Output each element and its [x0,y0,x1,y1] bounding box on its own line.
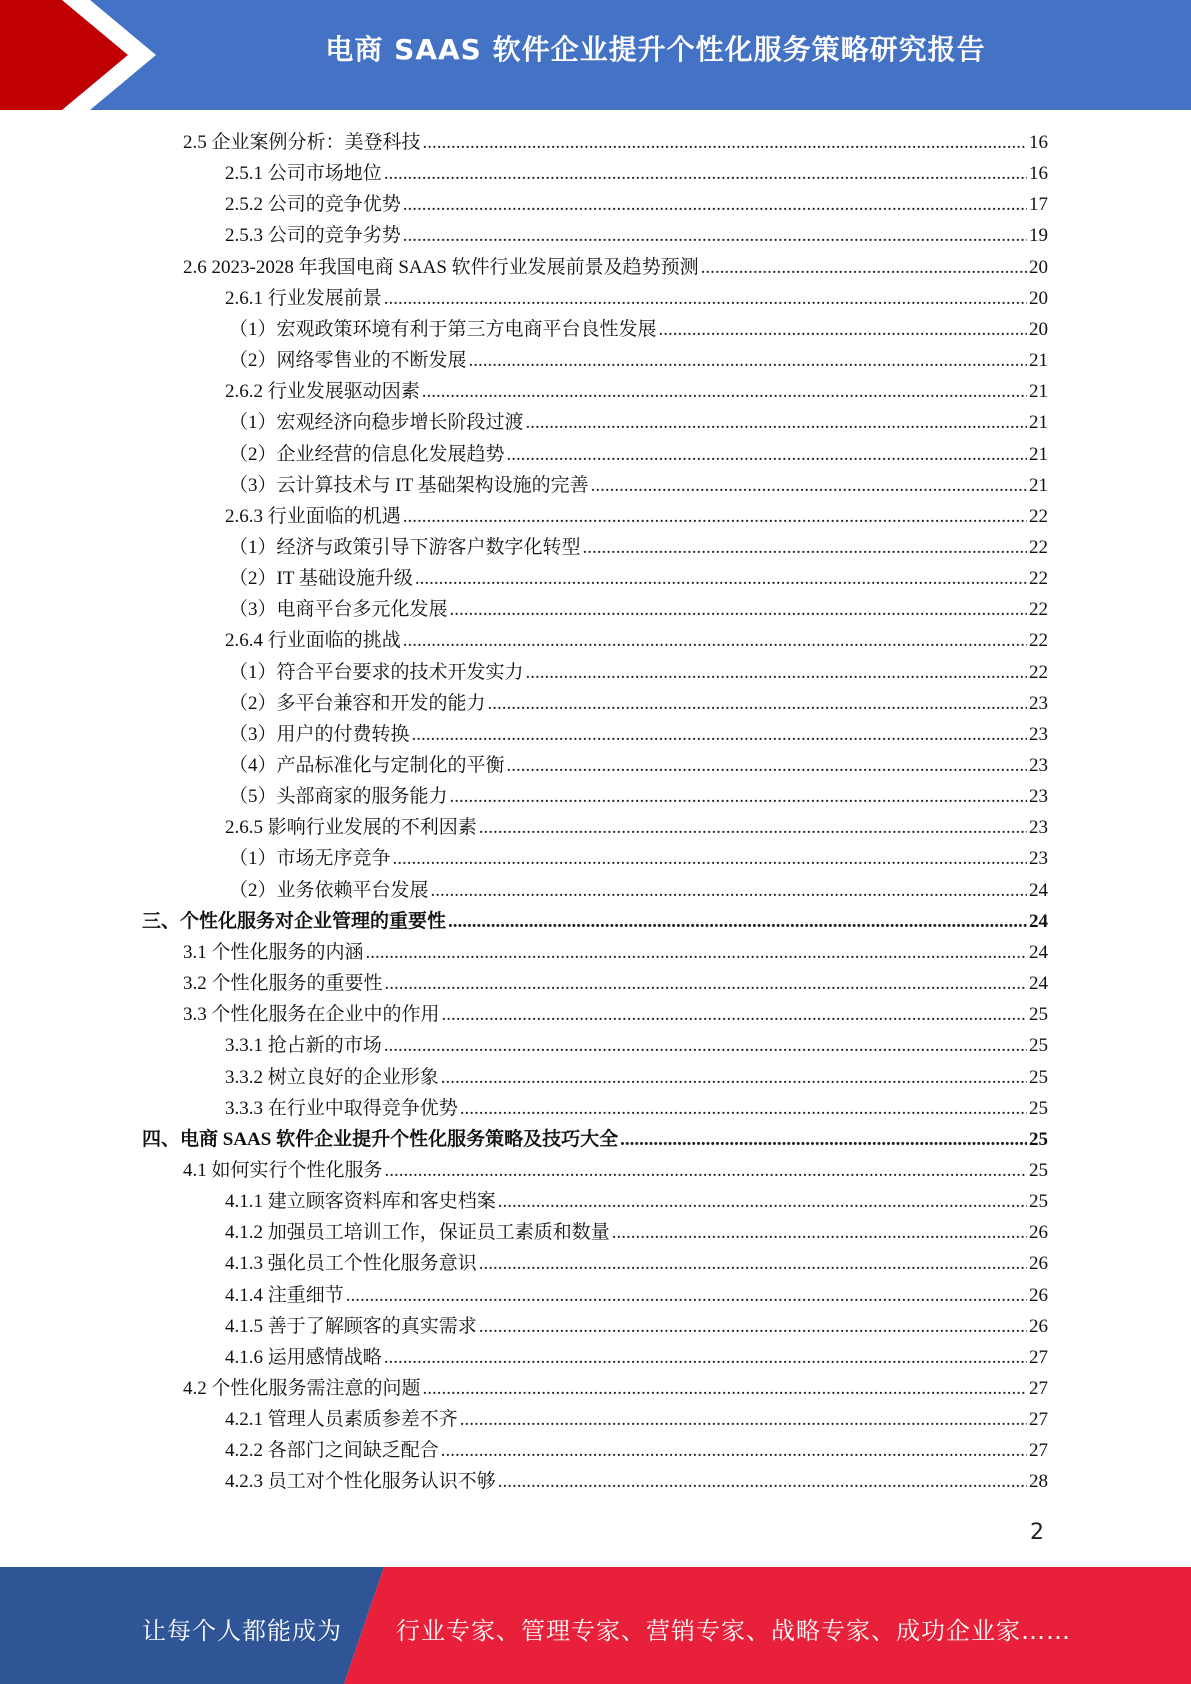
toc-leader-dots [448,906,1027,937]
toc-entry-page: 22 [1029,599,1048,621]
toc-entry-page: 21 [1029,381,1048,403]
toc-leader-dots [612,1217,1027,1248]
toc-entry[interactable] [225,1093,1048,1124]
toc-entry-label: 四、电商 SAAS 软件企业提升个性化服务策略及技巧大全 [142,1128,619,1150]
toc-entry-label: （3）云计算技术与 IT 基础架构设施的完善 [229,474,589,496]
toc-entry-page: 25 [1029,1128,1048,1150]
page-header-title: 电商 SAAS 软件企业提升个性化服务策略研究报告 [325,33,986,66]
toc-leader-dots [441,1435,1027,1466]
toc-leader-dots [450,781,1027,812]
toc-leader-dots [659,314,1027,345]
toc-entry-label: 2.6 2023-2028 年我国电商 SAAS 软件行业发展前景及趋势预测 [183,256,699,278]
toc-entry-page: 22 [1029,630,1048,652]
toc-entry-label: 2.5.1 公司市场地位 [225,163,382,185]
toc-entry-label: （5）头部商家的服务能力 [229,786,448,808]
toc-entry-label: 4.1 如何实行个性化服务 [183,1159,383,1181]
toc-entry-label: 4.2.1 管理人员素质参差不齐 [225,1409,458,1431]
toc-entry-page: 26 [1029,1315,1048,1337]
toc-leader-dots [384,158,1027,189]
toc-entry-page: 25 [1029,1004,1048,1026]
toc-entry-page: 24 [1029,910,1048,932]
toc-entry-label: （1）符合平台要求的技术开发实力 [229,661,524,683]
toc-entry-label: 三、个性化服务对企业管理的重要性 [142,910,447,932]
toc-entry-label: （4）产品标准化与定制化的平衡 [229,755,505,776]
toc-entry-label: 2.6.3 行业面临的机遇 [225,505,401,527]
toc-entry[interactable] [183,937,1048,968]
toc-entry-page: 21 [1029,412,1048,434]
toc-entry-page: 21 [1029,443,1048,465]
toc-entry-label: 3.3.1 抢占新的市场 [225,1035,382,1057]
page-number: 2 [1030,1520,1044,1545]
toc-leader-dots [526,407,1027,438]
toc-entry-label: 3.3.3 在行业中取得竞争优势 [225,1097,458,1119]
toc-entry[interactable] [229,439,1048,470]
footer-band [0,1567,1191,1684]
toc-entry-label: （2）网络零售业的不断发展 [229,350,467,372]
toc-entry[interactable] [225,1062,1048,1093]
toc-entry-page: 25 [1029,1191,1048,1213]
toc-entry-label: 4.1.6 运用感情战略 [225,1346,382,1368]
toc-entry-label: （1）市场无序竞争 [229,848,391,870]
toc-leader-dots [423,1373,1027,1404]
toc-leader-dots [479,1311,1027,1342]
toc-leader-dots [498,1466,1027,1497]
toc-entry-page: 27 [1029,1409,1048,1431]
toc-entry-page: 20 [1029,318,1048,340]
toc-entry[interactable] [225,220,1048,251]
toc-entry[interactable] [183,999,1048,1030]
toc-entry[interactable] [225,1186,1048,1217]
toc-leader-dots [412,719,1027,750]
toc-entry[interactable] [225,1466,1048,1497]
toc-entry[interactable] [225,1217,1048,1248]
toc-entry[interactable] [229,470,1048,501]
toc-leader-dots [701,252,1027,283]
toc-leader-dots [415,563,1027,594]
toc-entry[interactable] [229,657,1048,688]
toc-entry-label: 3.3.2 树立良好的企业形象 [225,1066,439,1088]
footer-slogan-left: 让每个人都能成为 [142,1617,342,1645]
toc-leader-dots [507,439,1027,470]
toc-entry-page: 23 [1029,692,1048,714]
toc-entry-label: 4.2.2 各部门之间缺乏配合 [225,1440,439,1462]
toc-entry-page: 23 [1029,786,1048,808]
toc-entry-page: 24 [1029,973,1048,995]
toc-entry-page: 26 [1029,1253,1048,1275]
toc-entry-label: 2.6.5 影响行业发展的不利因素 [225,817,477,839]
toc-entry-label: 3.2 个性化服务的重要性 [183,973,383,995]
toc-entry[interactable] [229,688,1048,719]
toc-entry[interactable] [183,1373,1048,1404]
toc-leader-dots [479,1248,1027,1279]
toc-entry-page: 17 [1029,194,1048,216]
toc-entry[interactable] [183,127,1048,158]
toc-entry[interactable] [225,501,1048,532]
toc-entry-label: 2.6.1 行业发展前景 [225,287,382,309]
toc-entry[interactable] [142,1124,1048,1155]
toc-entry-label: 4.2.3 员工对个性化服务认识不够 [225,1471,496,1493]
toc-leader-dots [620,1124,1027,1155]
toc-leader-dots [469,345,1027,376]
toc-leader-dots [384,283,1027,314]
toc-entry-page: 26 [1029,1284,1048,1306]
toc-entry-label: 3.1 个性化服务的内涵 [183,941,364,963]
toc-leader-dots [366,937,1027,968]
toc-entry-label: 4.1.2 加强员工培训工作，保证员工素质和数量 [225,1222,610,1244]
toc-entry-label: 2.6.2 行业发展驱动因素 [225,381,420,403]
toc-entry[interactable] [229,843,1048,874]
toc-entry[interactable] [183,968,1048,999]
toc-entry-page: 16 [1029,132,1048,153]
toc-leader-dots [498,1186,1027,1217]
toc-entry-page: 25 [1029,1066,1048,1088]
toc-leader-dots [393,843,1027,874]
toc-leader-dots [385,968,1027,999]
toc-leader-dots [423,127,1027,158]
toc-entry-page: 25 [1029,1097,1048,1119]
toc-entry[interactable] [229,407,1048,438]
toc-entry-label: （1）宏观政策环境有利于第三方电商平台良性发展 [229,318,657,340]
toc-entry-page: 23 [1029,848,1048,870]
toc-entry-page: 28 [1029,1471,1048,1493]
toc-leader-dots [431,875,1027,906]
toc-entry-page: 27 [1029,1440,1048,1462]
toc-entry-page: 20 [1029,256,1048,278]
toc-entry-page: 23 [1029,755,1048,776]
toc-entry[interactable] [225,283,1048,314]
toc-entry[interactable] [225,1311,1048,1342]
toc-entry-label: 2.5.3 公司的竞争劣势 [225,225,401,247]
toc-leader-dots [460,1404,1027,1435]
toc-entry-page: 19 [1029,225,1048,247]
toc-entry[interactable] [229,563,1048,594]
toc-entry-page: 23 [1029,817,1048,839]
header-band [0,0,1191,110]
toc-leader-dots [403,189,1027,220]
toc-entry[interactable] [225,1342,1048,1373]
toc-entry-label: 2.5 企业案例分析：美登科技 [183,132,421,153]
toc-entry-page: 22 [1029,505,1048,527]
toc-entry-label: 4.1.1 建立顾客资料库和客史档案 [225,1191,496,1213]
toc-leader-dots [488,688,1027,719]
toc-entry-label: （1）经济与政策引导下游客户数字化转型 [229,536,581,558]
toc-leader-dots [384,1342,1027,1373]
toc-entry-label: （2）业务依赖平台发展 [229,879,429,901]
toc-entry[interactable] [229,532,1048,563]
toc-entry-label: 2.5.2 公司的竞争优势 [225,194,401,216]
toc-entry-page: 22 [1029,568,1048,590]
toc-leader-dots [591,470,1027,501]
toc-leader-dots [385,1155,1027,1186]
toc-entry-page: 25 [1029,1035,1048,1057]
toc-entry-label: （3）用户的付费转换 [229,723,410,745]
toc-entry[interactable] [225,1404,1048,1435]
toc-entry-label: （2）IT 基础设施升级 [229,568,413,590]
toc-leader-dots [441,1062,1027,1093]
toc-entry-page: 25 [1029,1159,1048,1181]
toc-entry[interactable] [229,781,1048,812]
toc-entry-page: 22 [1029,661,1048,683]
toc-entry-label: 3.3 个性化服务在企业中的作用 [183,1004,440,1026]
toc-entry[interactable] [229,314,1048,345]
toc-leader-dots [403,501,1027,532]
toc-entry-label: 2.6.4 行业面临的挑战 [225,630,401,652]
toc-leader-dots [450,594,1027,625]
toc-entry-label: （2）企业经营的信息化发展趋势 [229,443,505,465]
toc-entry[interactable] [229,750,1048,781]
toc-entry-page: 22 [1029,536,1048,558]
toc-leader-dots [403,220,1027,251]
toc-leader-dots [507,750,1027,781]
toc-entry[interactable] [229,594,1048,625]
toc-entry[interactable] [142,906,1048,937]
toc-entry[interactable] [225,1030,1048,1061]
toc-entry-page: 24 [1029,941,1048,963]
toc-entry-label: 4.1.3 强化员工个性化服务意识 [225,1253,477,1275]
toc-entry[interactable] [183,1155,1048,1186]
toc-entry[interactable] [225,158,1048,189]
toc-leader-dots [384,1030,1027,1061]
toc-entry[interactable] [229,875,1048,906]
toc-entry-page: 23 [1029,723,1048,745]
toc-entry-page: 21 [1029,474,1048,496]
toc-entry-label: （1）宏观经济向稳步增长阶段过渡 [229,412,524,434]
toc-entry-page: 26 [1029,1222,1048,1244]
toc-entry-page: 27 [1029,1346,1048,1368]
toc-entry-page: 20 [1029,287,1048,309]
toc-entry[interactable] [225,189,1048,220]
toc-entry[interactable] [225,625,1048,656]
toc-entry-page: 21 [1029,350,1048,372]
toc-entry-label: 4.2 个性化服务需注意的问题 [183,1378,421,1399]
toc-entry-page: 27 [1029,1378,1048,1399]
toc-entry[interactable] [183,252,1048,283]
toc-leader-dots [460,1093,1027,1124]
toc-entry[interactable] [225,376,1048,407]
toc-leader-dots [346,1280,1027,1311]
toc-entry-label: 4.1.5 善于了解顾客的真实需求 [225,1315,477,1337]
toc-entry[interactable] [225,1280,1048,1311]
toc-entry[interactable] [229,719,1048,750]
toc-leader-dots [583,532,1027,563]
toc-entry[interactable] [225,1435,1048,1466]
toc-entry-page: 16 [1029,163,1048,185]
toc-entry-label: 4.1.4 注重细节 [225,1284,344,1306]
toc-leader-dots [479,812,1027,843]
toc-entry[interactable] [225,812,1048,843]
footer-slogan-right: 行业专家、管理专家、营销专家、战略专家、成功企业家…… [396,1617,1071,1645]
toc-entry-label: （2）多平台兼容和开发的能力 [229,692,486,714]
toc-leader-dots [422,376,1027,407]
toc-leader-dots [403,625,1027,656]
toc-entry-label: （3）电商平台多元化发展 [229,599,448,621]
toc-entry[interactable] [225,1248,1048,1279]
toc-leader-dots [442,999,1027,1030]
toc-entry[interactable] [229,345,1048,376]
toc-leader-dots [526,657,1027,688]
toc-entry-page: 24 [1029,879,1048,901]
